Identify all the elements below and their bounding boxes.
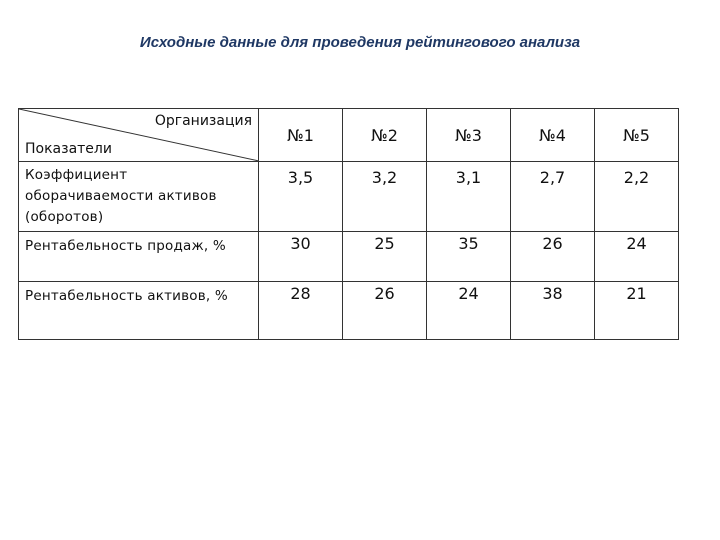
table-cell: 26 (343, 282, 427, 340)
row-group-label: Показатели (25, 141, 112, 157)
table-row (19, 232, 679, 282)
column-header: №2 (343, 109, 427, 162)
row-label: Рентабельность активов, % (19, 282, 259, 340)
column-header: №5 (595, 109, 679, 162)
row-label: Коэффициент оборачиваемости активов (оборотов) (19, 162, 259, 232)
corner-header-cell (19, 109, 259, 162)
table-cell: 21 (595, 282, 679, 340)
column-header: №1 (259, 109, 343, 162)
column-header: №3 (427, 109, 511, 162)
table-cell: 24 (427, 282, 511, 340)
row-label: Рентабельность продаж, % (19, 232, 259, 282)
table-cell: 26 (511, 232, 595, 282)
table-row (19, 162, 679, 232)
table-cell: 3,5 (259, 162, 343, 232)
table-cell: 30 (259, 232, 343, 282)
rating-data-table (18, 108, 679, 340)
table-cell: 24 (595, 232, 679, 282)
column-group-label: Организация (154, 113, 252, 129)
table-header-row (19, 109, 679, 162)
table-cell: 25 (343, 232, 427, 282)
table-cell: 3,1 (427, 162, 511, 232)
table-cell: 2,2 (595, 162, 679, 232)
table-cell: 3,2 (343, 162, 427, 232)
page-title: Исходные данные для проведения рейтингового анализа (139, 34, 581, 51)
table-row (19, 282, 679, 340)
column-header: №4 (511, 109, 595, 162)
table-cell: 2,7 (511, 162, 595, 232)
table-cell: 35 (427, 232, 511, 282)
table-cell: 28 (259, 282, 343, 340)
table-cell: 38 (511, 282, 595, 340)
